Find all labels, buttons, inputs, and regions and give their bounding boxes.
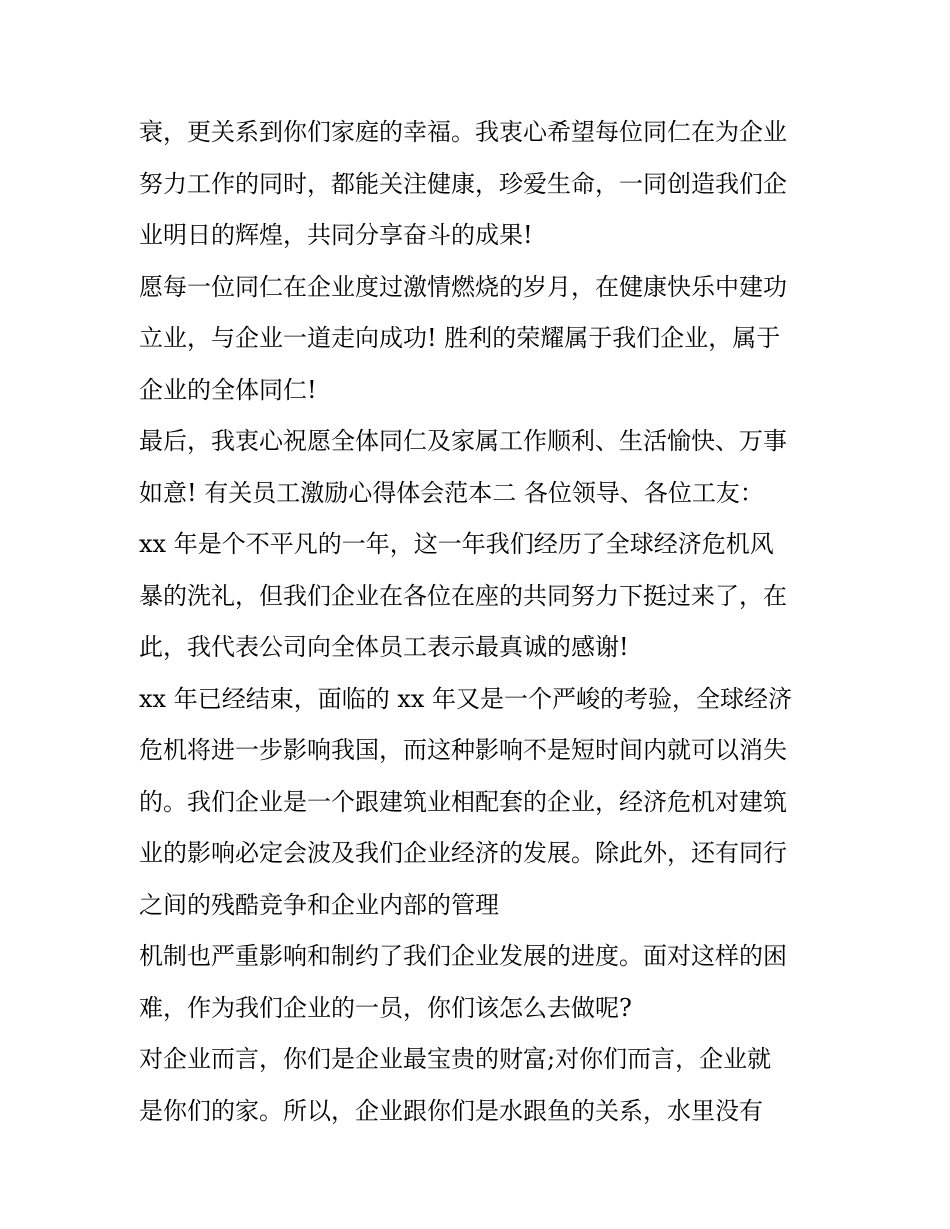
- text-line: 机制也严重影响和制约了我们企业发展的进度。面对这样的困: [139, 942, 787, 970]
- text-line: 最后，我衷心祝愿全体同仁及家属工作顺利、生活愉快、万事: [139, 427, 787, 455]
- text-line: 如意! 有关员工激励心得体会范本二 各位领导、各位工友：: [139, 478, 764, 507]
- text-line: 衰，更关系到你们家庭的幸福。我衷心希望每位同仁在为企业: [139, 118, 787, 146]
- text-line: 的。我们企业是一个跟建筑业相配套的企业，经济危机对建筑: [139, 787, 787, 816]
- body-text: [139, 107, 819, 1137]
- text-line: 此，我代表公司向全体员工表示最真诚的感谢!: [139, 633, 629, 661]
- text-line: 业的影响必定会波及我们企业经济的发展。除此外，还有同行: [139, 839, 787, 867]
- text-line: 危机将进一步影响我国，而这种影响不是短时间内就可以消失: [139, 736, 787, 764]
- text-line: 愿每一位同仁在企业度过激情燃烧的岁月，在健康快乐中建功: [139, 272, 787, 301]
- text-line: 业明日的辉煌，共同分享奋斗的成果!: [139, 221, 533, 249]
- text-line: 立业，与企业一道走向成功! 胜利的荣耀属于我们企业，属于: [139, 324, 781, 352]
- text-line: 难，作为我们企业的一员，你们该怎么去做呢?: [139, 993, 632, 1022]
- text-line: 对企业而言，你们是企业最宝贵的财富;对你们而言，企业就: [139, 1045, 772, 1073]
- text-line: 是你们的家。所以，企业跟你们是水跟鱼的关系，水里没有: [139, 1096, 763, 1125]
- text-line: xx 年是个不平凡的一年，这一年我们经历了全球经济危机风: [139, 530, 774, 558]
- text-line: 努力工作的同时，都能关注健康，珍爱生命，一同创造我们企: [139, 169, 787, 198]
- text-line: xx 年已经结束，面临的 xx 年又是一个严峻的考验，全球经济: [139, 684, 793, 713]
- text-line: 企业的全体同仁!: [139, 375, 317, 404]
- text-line: 暴的洗礼，但我们企业在各位在座的共同努力下挺过来了，在: [139, 581, 787, 610]
- text-line: 之间的残酷竞争和企业内部的管理: [139, 890, 499, 919]
